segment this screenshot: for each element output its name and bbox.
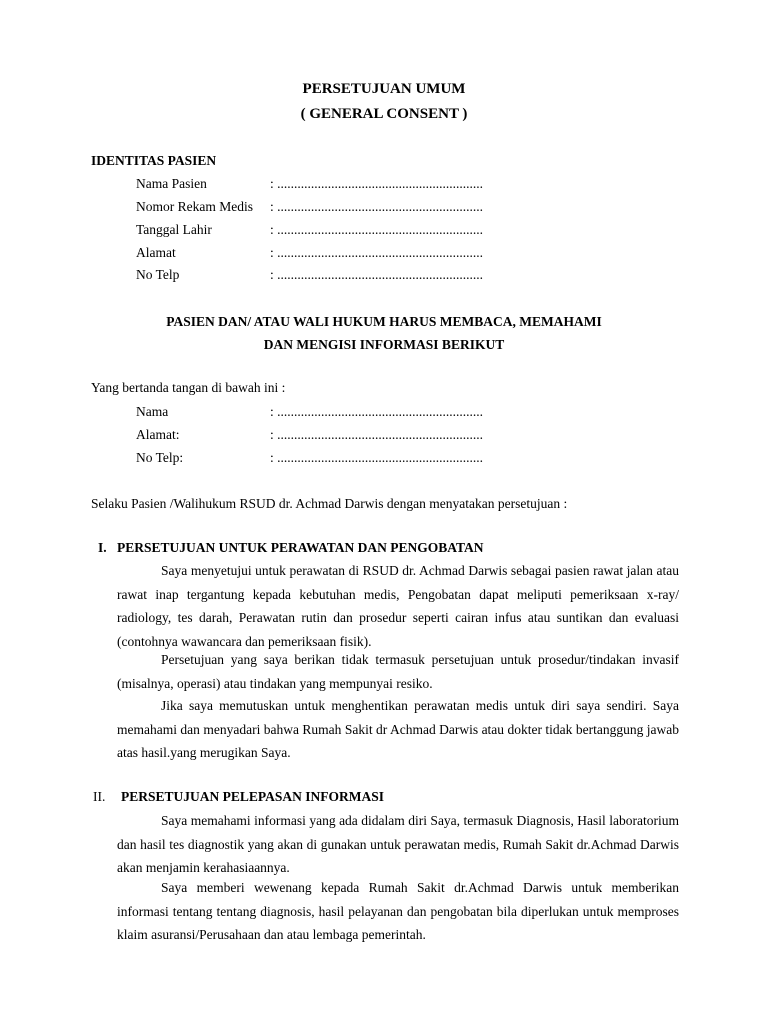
signer-value-no-telp: : .............................................................	[270, 450, 484, 465]
field-label-nama-pasien: Nama Pasien	[136, 176, 207, 191]
field-label-tanggal-lahir: Tanggal Lahir	[136, 222, 212, 237]
signer-label-alamat: Alamat:	[136, 427, 180, 442]
field-value-nama-pasien: : .............................................................	[270, 176, 484, 191]
field-label-alamat: Alamat	[136, 245, 176, 260]
signer-value-alamat: : .............................................................	[270, 427, 484, 442]
section-2-number: II.	[93, 789, 106, 804]
signer-value-nama: : .............................................................	[270, 404, 484, 419]
section-1-paragraph-3: Jika saya memutuskan untuk menghentikan perawatan medis untuk diri saya sendiri. Saya memahami dan menyadari bahwa Rumah Sakit dr Achmad Darwis atau dokter tidak bertanggung jawab atas hasil.yang merugikan Saya.	[117, 698, 679, 760]
signer-label-no-telp: No Telp:	[136, 450, 184, 465]
notice-line-2: DAN MENGISI INFORMASI BERIKUT	[263, 337, 505, 352]
field-value-nomor-rekam-medis: : .............................................................	[270, 199, 484, 214]
document-subtitle: ( GENERAL CONSENT )	[300, 106, 468, 122]
field-value-no-telp: : .............................................................	[270, 267, 484, 282]
field-label-nomor-rekam-medis: Nomor Rekam Medis	[136, 199, 253, 214]
section-1-paragraph-2: Persetujuan yang saya berikan tidak termasuk persetujuan untuk prosedur/tindakan invasif (misalnya, operasi) atau tindakan yang mempunyai resiko.	[117, 652, 679, 691]
notice-line-1: PASIEN DAN/ ATAU WALI HUKUM HARUS MEMBACA, MEMAHAMI	[166, 314, 602, 329]
section-1-paragraph-1: Saya menyetujui untuk perawatan di RSUD dr. Achmad Darwis sebagai pasien rawat jalan atau rawat inap tergantung kepada kebutuhan medis, Pengobatan dapat meliputi pemeriksaan x-ray/ radiology, tes darah, Perawatan rutin dan prosedur seperti cairan infus atau suntikan dan evaluasi (contohnya wawancara dan pemeriksaan fisik).	[117, 563, 679, 649]
section-2-title: PERSETUJUAN PELEPASAN INFORMASI	[121, 789, 385, 804]
consent-statement: Selaku Pasien /Walihukum RSUD dr. Achmad Darwis dengan menyatakan persetujuan :	[91, 496, 568, 511]
field-label-no-telp: No Telp	[136, 267, 180, 282]
identitas-heading: IDENTITAS PASIEN	[91, 153, 217, 168]
section-1-number: I.	[98, 540, 107, 555]
document-title: PERSETUJUAN UMUM	[302, 81, 466, 97]
section-2-paragraph-2: Saya memberi wewenang kepada Rumah Sakit dr.Achmad Darwis untuk memberikan informasi tentang tentang diagnosis, hasil pelayanan dan pengobatan bila diperlukan untuk memproses klaim asuransi/Perusahaan dan atau lembaga pemerintah.	[117, 880, 679, 942]
section-2-paragraph-1: Saya memahami informasi yang ada didalam diri Saya, termasuk Diagnosis, Hasil laboratorium dan hasil tes diagnostik yang akan di gunakan untuk perawatan medis, Rumah Sakit dr.Achmad Darwis akan menjamin kerahasiaannya.	[117, 813, 679, 875]
field-value-alamat: : .............................................................	[270, 245, 484, 260]
field-value-tanggal-lahir: : .............................................................	[270, 222, 484, 237]
signer-intro: Yang bertanda tangan di bawah ini :	[91, 380, 286, 395]
section-1-title: PERSETUJUAN UNTUK PERAWATAN DAN PENGOBATAN	[117, 540, 484, 555]
signer-label-nama: Nama	[136, 404, 169, 419]
